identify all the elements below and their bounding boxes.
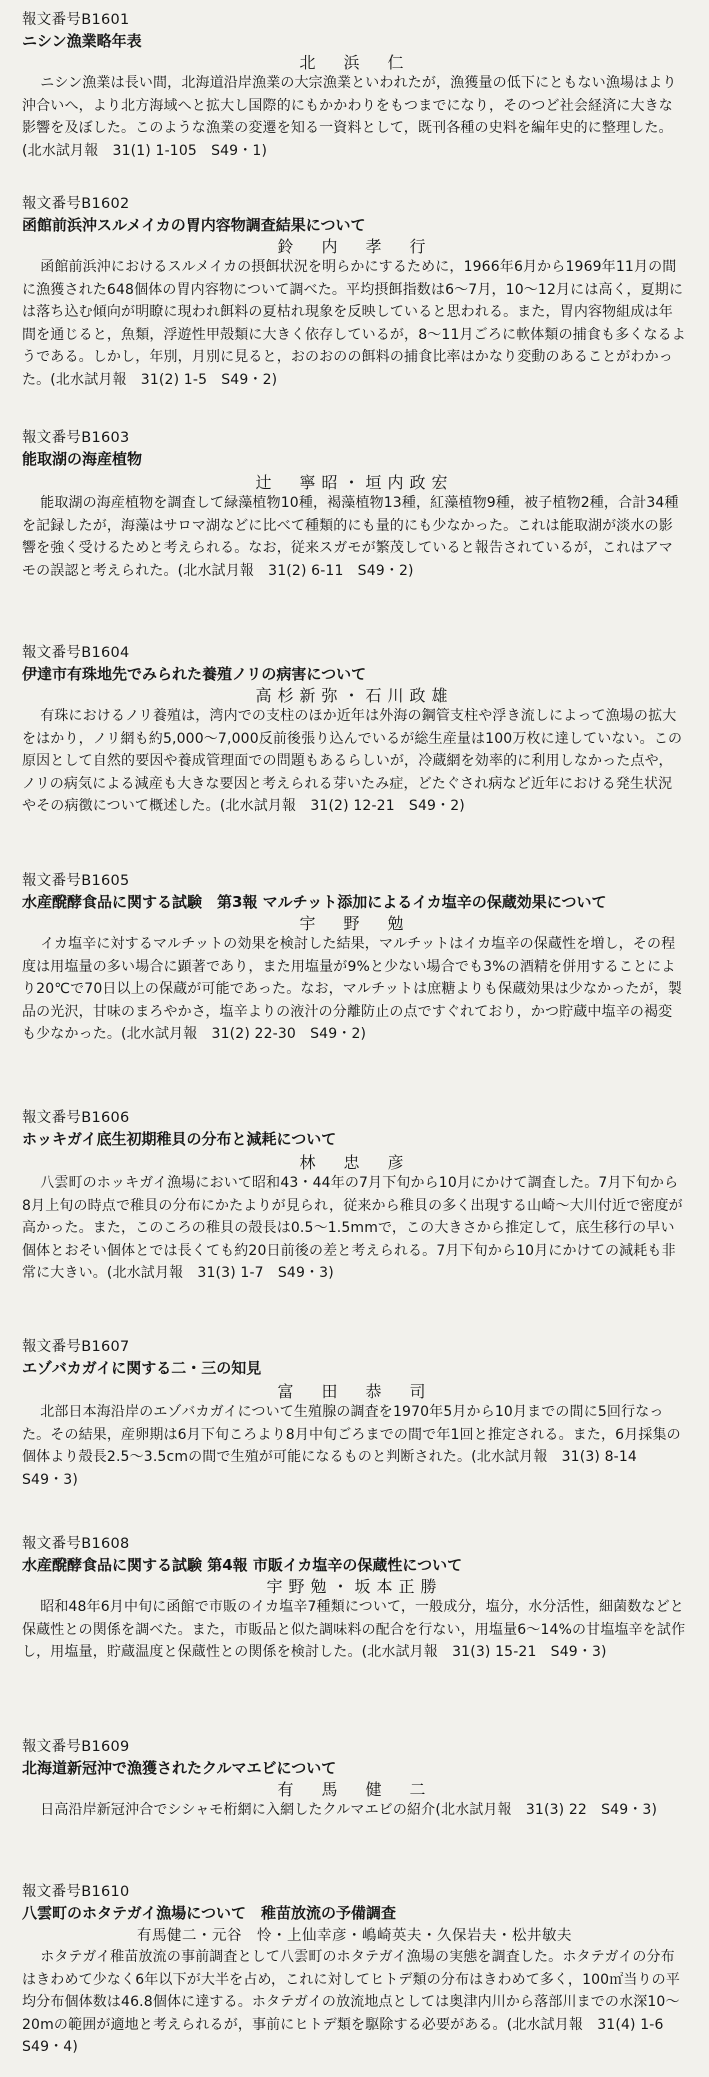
report-number: 報文番号B1609 <box>22 1739 130 1755</box>
report-title: 函館前浜沖スルメイカの胃内容物調査結果について <box>22 216 366 234</box>
report-authors: 富 田 恭 司 <box>277 1382 432 1401</box>
report-title: 水産醗酵食品に関する試験 第4報 市販イカ塩辛の保蔵性について <box>22 1556 463 1574</box>
report-title: 水産醗酵食品に関する試験 第3報 マルチット添加によるイカ塩辛の保蔵効果について <box>22 893 607 911</box>
report-title: 能取湖の海産植物 <box>22 450 143 468</box>
report-abstract: 函館前浜沖におけるスルメイカの摂餌状況を明らかにするために，1966年6月から1969年11月の間に漁獲された648個体の胃内容物について調べた。平均摂餌指数は6～7月，10～12月には高く，夏期には落ち込む傾向が明瞭に現われ餌料の夏枯れ現象を反映していると思われる。また，胃内容物組成は年間を通じると，魚類，浮遊性甲殻類に大きく依存しているが，8～11月ごろに軟体類の捕食も多くなるようである。しかし，年別，月別に見ると，おのおのの餌料の捕食比率はかなり変動のあることがわかった。(北水試月報 31(2) 1-5 S49・2) <box>22 259 686 388</box>
report-number: 報文番号B1608 <box>22 1536 130 1552</box>
report-title: 伊達市有珠地先でみられた養殖ノリの病害について <box>22 665 367 683</box>
report-number: 報文番号B1606 <box>22 1110 130 1126</box>
report-title: 北海道新冠沖で漁獲されたクルマエビについて <box>22 1759 337 1777</box>
report-authors: 有馬健二・元谷 怜・上仙幸彦・嶋崎英夫・久保岩夫・松井敏夫 <box>137 1928 572 1944</box>
report-number: 報文番号B1603 <box>22 430 130 446</box>
report-abstract: 昭和48年6月中旬に函館で市販のイカ塩辛7種類について，一般成分，塩分，水分活性，細菌数などと保蔵性との関係を調べた。また，市販品と似た調味料の配合を行ない，用塩量6～14%の甘塩塩辛を試作し，用塩量，貯蔵温度と保蔵性との関係を検討した。(北水試月報 31(3) 15-21 S49・3) <box>22 1599 686 1661</box>
report-number: 報文番号B1601 <box>22 12 130 28</box>
report-number: 報文番号B1605 <box>22 873 130 889</box>
report-abstract: ホタテガイ稚苗放流の事前調査として八雲町のホタテガイ漁場の実態を調査した。ホタテガイの分布はきわめて少なく6年以下が大半を占め，これに対してヒトデ類の分布はきわめて多く，100㎡当りの平均分布個体数は46.8個体に達する。ホタテガイの放流地点としては奥津内川から落部川までの水深10～20mの範囲が適地と考えられるが，事前にヒトデ類を駆除する必要がある。(北水試月報 31(4) 1-6 S49・4) <box>22 1949 680 2056</box>
report-number: 報文番号B1604 <box>22 645 130 661</box>
report-title: エゾバカガイに関する二・三の知見 <box>22 1359 262 1377</box>
report-authors: 高杉新弥・石川政雄 <box>255 686 454 705</box>
report-number: 報文番号B1602 <box>22 196 130 212</box>
report-abstract: 八雲町のホッキガイ漁場において昭和43・44年の7月下旬から10月にかけて調査した。7月下旬から8月上旬の時点で稚貝の分布にかたよりが見られ，従来から稚貝の多く出現する山崎～大川付近で密度が高かった。また，このころの稚貝の殻長は0.5～1.5mmで，この大きさから推定して，底生移行の早い個体とおそい個体とでは長くても約20日前後の差と考えられる。7月下旬から10月にかけての減耗も非常に大きい。(北水試月報 31(3) 1-7 S49・3) <box>22 1175 683 1282</box>
report-abstract: 有珠におけるノリ養殖は，湾内での支柱のほか近年は外海の鋼管支柱や浮き流しによって漁場の拡大をはかり，ノリ網も約5,000～7,000反前後張り込んでいるが総生産量は100万枚に達していない。この原因として自然的要因や養成管理面での問題もあるらしいが，冷蔵網を効率的に利用しなかった点や，ノリの病気による減産も大きな要因と考えられる芽いたみ症，どたぐされ病など近年における発生状況やその病徴について概述した。(北水試月報 31(2) 12-21 S49・2) <box>22 708 683 815</box>
report-number: 報文番号B1610 <box>22 1884 130 1900</box>
report-title: ホッキガイ底生初期稚貝の分布と減耗について <box>22 1130 337 1148</box>
report-abstract: ニシン漁業は長い間，北海道沿岸漁業の大宗漁業といわれたが，漁獲量の低下にともない漁場はより沖合いへ，より北方海域へと拡大し国際的にもかかわりをもつまでになり，そのつど社会経済に大きな影響を及ぼした。このような漁業の変遷を知る一資料として，既刊各種の史料を編年史的に整理した。(北水試月報 31(1) 1-105 S49・1) <box>22 75 677 159</box>
report-number: 報文番号B1607 <box>22 1339 130 1355</box>
report-authors: 林 忠 彦 <box>299 1153 410 1172</box>
report-authors: 鈴 内 孝 行 <box>277 237 432 256</box>
report-abstract: イカ塩辛に対するマルチットの効果を検討した結果，マルチットはイカ塩辛の保蔵性を増し，その程度は用塩量の多い場合に顕著であり，また用塩量が9%と少ない場合でも3%の酒精を併用することにより20℃で70日以上の保蔵が可能であった。なお，マルチットは庶糖よりも保蔵効果は少なかったが，製品の光沢，甘味のまろやかさ，塩辛よりの液汁の分離防止の点ですぐれており，かつ貯蔵中塩辛の褐変も少なかった。(北水試月報 31(2) 22-30 S49・2) <box>22 936 682 1043</box>
report-abstract: 北部日本海沿岸のエゾバカガイについて生殖腺の調査を1970年5月から10月までの間に5回行なった。その結果，産卵期は6月下旬ころより8月中旬ごろまでの間で年1回と推定される。また，6月採集の個体より殻長2.5～3.5cmの間で生殖が可能になるものと判断された。(北水試月報 31(3) 8-14 S49・3) <box>22 1404 681 1488</box>
report-authors: 北 浜 仁 <box>299 53 410 72</box>
report-authors: 有 馬 健 二 <box>277 1780 432 1799</box>
report-title: 八雲町のホタテガイ漁場について 稚苗放流の予備調査 <box>22 1904 396 1922</box>
report-authors: 辻 寧昭・垣内政宏 <box>255 473 454 492</box>
report-authors: 宇 野 勉 <box>299 914 410 933</box>
report-title: ニシン漁業略年表 <box>22 32 142 50</box>
report-abstract: 能取湖の海産植物を調査して緑藻植物10種，褐藻植物13種，紅藻植物9種，被子植物2種，合計34種を記録したが，海藻はサロマ湖などに比べて種類的にも量的にも少なかった。これは能取湖が淡水の影響を強く受けるためと考えられる。なお，従来スガモが繁茂していると報告されているが，これはアマモの誤認と考えられた。(北水試月報 31(2) 6-11 S49・2) <box>22 495 679 579</box>
report-authors: 宇野勉・坂本正勝 <box>266 1577 443 1596</box>
report-abstract: 日高沿岸新冠沖合でシシャモ桁網に入網したクルマエビの紹介(北水試月報 31(3) 22 S49・3) <box>40 1802 658 1818</box>
